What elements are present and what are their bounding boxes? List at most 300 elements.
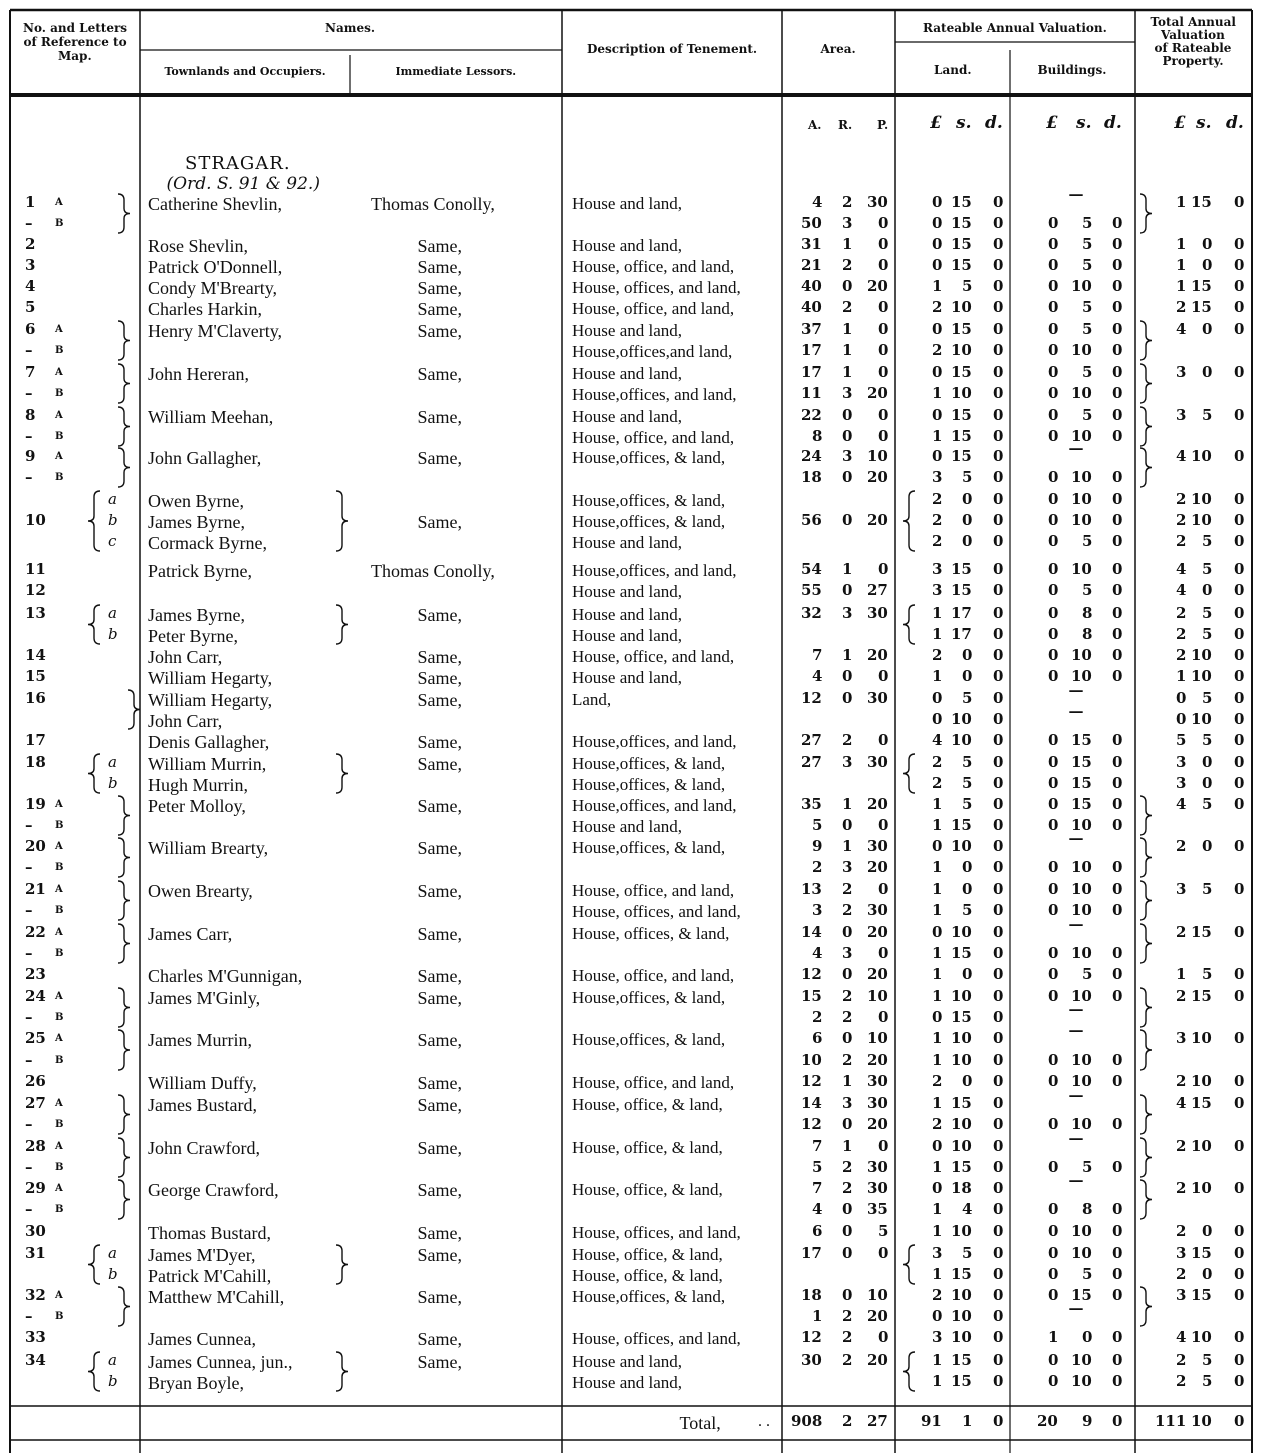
- ref-number: –: [25, 427, 33, 445]
- total-value: 10: [1191, 511, 1212, 529]
- land-value: 1: [932, 667, 943, 685]
- area-value: 7: [812, 1179, 823, 1197]
- total-value: 10: [1191, 667, 1212, 685]
- land-value: 0: [993, 1351, 1004, 1369]
- land-value: 0: [993, 753, 1004, 771]
- total-value: 0: [1234, 193, 1245, 211]
- area-value: 12: [801, 965, 822, 983]
- total-brace: [1140, 1095, 1152, 1134]
- area-value: 0: [842, 581, 853, 599]
- area-value: 10: [801, 1051, 822, 1069]
- ref-sub-letter: c: [108, 532, 117, 550]
- tenement-description: House and land,: [572, 407, 683, 426]
- header-buildings: Buildings.: [1037, 63, 1107, 77]
- lessor-name: Same,: [417, 321, 462, 341]
- land-value: 15: [951, 193, 972, 211]
- ref-number: 11: [25, 560, 46, 578]
- land-value: 17: [951, 604, 972, 622]
- area-value: 2: [842, 1051, 853, 1069]
- area-value: 0: [878, 731, 889, 749]
- area-value: 0: [842, 667, 853, 685]
- total-value: 2: [1176, 646, 1187, 664]
- tenement-description: House and land,: [572, 605, 683, 624]
- area-value: 56: [801, 511, 822, 529]
- ref-number: 33: [25, 1328, 46, 1346]
- land-value: 15: [951, 1372, 972, 1390]
- total-value: 2: [1176, 1372, 1187, 1390]
- unit-area: A.: [808, 118, 822, 132]
- area-value: 6: [812, 1222, 823, 1240]
- lessor-name: Same,: [417, 796, 462, 816]
- area-value: 14: [801, 923, 822, 941]
- lessor-name: Same,: [417, 1030, 462, 1050]
- land-value: 2: [932, 490, 943, 508]
- ref-sub-letter: b: [108, 1372, 118, 1390]
- ref-letter: A: [55, 799, 63, 810]
- land-value: 0: [932, 363, 943, 381]
- occupier-brace: [118, 448, 130, 487]
- buildings-value: 10: [1071, 816, 1092, 834]
- ref-letter: B: [55, 1204, 64, 1215]
- buildings-value: 0: [1048, 468, 1059, 486]
- land-value: 0: [993, 1072, 1004, 1090]
- occupier-brace: [118, 1138, 130, 1177]
- land-value: 0: [993, 667, 1004, 685]
- buildings-value: 0: [1112, 1372, 1123, 1390]
- unit-area: R.: [838, 118, 853, 132]
- total-value: 0: [1202, 320, 1213, 338]
- buildings-value: 0: [1112, 532, 1123, 550]
- total-value: 2: [1176, 511, 1187, 529]
- land-value: 15: [951, 320, 972, 338]
- area-value: 2: [842, 298, 853, 316]
- tenement-description: House and land,: [572, 1373, 683, 1392]
- occupier-name: Peter Byrne,: [148, 626, 238, 646]
- tenement-description: House, office, and land,: [572, 428, 735, 447]
- total-value: 0: [1202, 774, 1213, 792]
- buildings-value: 0: [1048, 774, 1059, 792]
- buildings-value: 8: [1082, 604, 1093, 622]
- buildings-value: 0: [1112, 1115, 1123, 1133]
- buildings-value: 0: [1112, 341, 1123, 359]
- buildings-value: 10: [1071, 490, 1092, 508]
- ref-number: 5: [25, 298, 36, 316]
- land-value: 1: [932, 965, 943, 983]
- buildings-value: 8: [1082, 625, 1093, 643]
- area-value: 0: [878, 256, 889, 274]
- total-value: 1: [1176, 965, 1187, 983]
- ref-number: 7: [25, 363, 36, 381]
- total-value: 2: [1176, 837, 1187, 855]
- area-value: 0: [878, 363, 889, 381]
- buildings-value: 0: [1048, 427, 1059, 445]
- total-value: 2: [1176, 604, 1187, 622]
- name-brace: [336, 605, 348, 644]
- ref-number: –: [25, 858, 33, 876]
- land-value: 0: [993, 689, 1004, 707]
- sub-brace: [88, 754, 100, 793]
- land-brace: [903, 1245, 915, 1284]
- ref-number: 20: [25, 837, 46, 855]
- ref-sub-letter: a: [108, 1351, 117, 1369]
- land-value: 1: [932, 1094, 943, 1112]
- land-value: 5: [962, 277, 973, 295]
- tenement-description: House, office, and land,: [572, 647, 735, 666]
- total-value: 3: [1176, 1029, 1187, 1047]
- buildings-value: 0: [1048, 363, 1059, 381]
- tenement-description: House and land,: [572, 194, 683, 213]
- land-brace: [903, 1352, 915, 1391]
- buildings-value: 0: [1112, 214, 1123, 232]
- area-value: 0: [878, 235, 889, 253]
- total-value: 0: [1234, 406, 1245, 424]
- buildings-value: 10: [1071, 1351, 1092, 1369]
- buildings-value: 0: [1112, 1200, 1123, 1218]
- land-value: 2: [932, 774, 943, 792]
- land-value: 0: [993, 1158, 1004, 1176]
- land-value: 15: [951, 214, 972, 232]
- buildings-dash: —: [1068, 1086, 1084, 1104]
- buildings-value: 0: [1112, 795, 1123, 813]
- buildings-value: 0: [1112, 384, 1123, 402]
- land-value: 1: [932, 880, 943, 898]
- land-value: 10: [951, 1222, 972, 1240]
- total-value: 1: [1176, 193, 1187, 211]
- land-value: 0: [993, 384, 1004, 402]
- total-value: 0: [1202, 256, 1213, 274]
- land-value: 0: [993, 1008, 1004, 1026]
- buildings-value: 10: [1071, 427, 1092, 445]
- townland-ordnance: (Ord. S. 91 & 92.): [166, 174, 320, 194]
- ref-letter: B: [55, 431, 64, 442]
- area-value: 1: [842, 363, 853, 381]
- ref-letter: A: [55, 197, 63, 208]
- tenement-description: House,offices, & land,: [572, 491, 726, 510]
- total-value: 3: [1176, 1244, 1187, 1262]
- occupier-name: Patrick M'Cahill,: [148, 1266, 272, 1286]
- ref-number: –: [25, 1008, 33, 1026]
- ref-letter: B: [55, 345, 64, 356]
- buildings-value: 0: [1048, 987, 1059, 1005]
- lessor-name: Same,: [417, 299, 462, 319]
- area-value: 1: [842, 646, 853, 664]
- buildings-value: 0: [1048, 581, 1059, 599]
- area-value: 20: [867, 384, 888, 402]
- ref-letter: A: [55, 367, 63, 378]
- land-value: 5: [962, 901, 973, 919]
- ref-letter: A: [55, 1183, 63, 1194]
- buildings-value: 8: [1082, 1200, 1093, 1218]
- land-value: 3: [932, 560, 943, 578]
- land-value: 15: [951, 256, 972, 274]
- total-value: 15: [1191, 193, 1212, 211]
- total-leader: . .: [758, 1413, 770, 1430]
- buildings-value: 0: [1048, 1286, 1059, 1304]
- lessor-name: Same,: [417, 364, 462, 384]
- land-value: 0: [962, 667, 973, 685]
- land-value: 1: [932, 1200, 943, 1218]
- buildings-dash: —: [1068, 1021, 1084, 1039]
- header-total-line: Property.: [1162, 54, 1224, 68]
- total-value: 5: [1202, 880, 1213, 898]
- ref-letter: B: [55, 1119, 64, 1130]
- occupier-brace: [118, 194, 130, 233]
- area-value: 0: [842, 1286, 853, 1304]
- grand-total-value: 10: [1191, 1412, 1212, 1430]
- land-value: 1: [932, 858, 943, 876]
- unit-money: s.: [1076, 113, 1092, 133]
- area-value: 30: [867, 1158, 888, 1176]
- buildings-value: 0: [1048, 1158, 1059, 1176]
- occupier-name: William Hegarty,: [148, 690, 273, 710]
- buildings-value: 0: [1112, 1051, 1123, 1069]
- area-value: 4: [812, 1200, 823, 1218]
- buildings-value: 0: [1112, 1328, 1123, 1346]
- ref-number: –: [25, 944, 33, 962]
- buildings-value: 0: [1112, 625, 1123, 643]
- buildings-value: 0: [1048, 490, 1059, 508]
- area-value: 0: [878, 298, 889, 316]
- area-value: 18: [801, 1286, 822, 1304]
- total-value: 2: [1176, 1265, 1187, 1283]
- land-value: 0: [993, 427, 1004, 445]
- land-value: 5: [962, 689, 973, 707]
- total-value: 0: [1234, 511, 1245, 529]
- land-value: 0: [932, 923, 943, 941]
- area-value: 22: [801, 406, 822, 424]
- area-value: 0: [878, 1328, 889, 1346]
- ref-number: –: [25, 214, 33, 232]
- land-value: 15: [951, 1094, 972, 1112]
- header-lessors: Immediate Lessors.: [395, 65, 517, 78]
- total-brace: [1140, 988, 1152, 1027]
- land-value: 2: [932, 753, 943, 771]
- total-value: 0: [1202, 235, 1213, 253]
- buildings-value: 0: [1048, 1244, 1059, 1262]
- buildings-value: 10: [1071, 667, 1092, 685]
- land-value: 0: [993, 1051, 1004, 1069]
- buildings-value: 0: [1112, 427, 1123, 445]
- ref-number: –: [25, 384, 33, 402]
- ref-number: 30: [25, 1222, 46, 1240]
- land-value: 1: [932, 1351, 943, 1369]
- name-brace: [336, 491, 348, 551]
- buildings-value: 0: [1048, 560, 1059, 578]
- total-brace: [1140, 796, 1152, 835]
- buildings-value: 0: [1048, 1372, 1059, 1390]
- total-value: 0: [1234, 560, 1245, 578]
- ref-number: –: [25, 468, 33, 486]
- land-value: 5: [962, 753, 973, 771]
- total-value: 0: [1202, 1222, 1213, 1240]
- area-value: 30: [867, 1072, 888, 1090]
- area-value: 3: [842, 214, 853, 232]
- buildings-value: 10: [1071, 1051, 1092, 1069]
- total-area-value: 27: [867, 1412, 888, 1430]
- land-value: 10: [951, 341, 972, 359]
- total-land-value: 1: [962, 1412, 973, 1430]
- lessor-name: Same,: [417, 1180, 462, 1200]
- ref-number: –: [25, 1158, 33, 1176]
- area-value: 14: [801, 1094, 822, 1112]
- lessor-name: Same,: [417, 257, 462, 277]
- area-value: 2: [842, 731, 853, 749]
- area-value: 0: [842, 923, 853, 941]
- tenement-description: House and land,: [572, 236, 683, 255]
- buildings-value: 5: [1082, 320, 1093, 338]
- area-value: 18: [801, 468, 822, 486]
- buildings-value: 0: [1112, 468, 1123, 486]
- land-value: 0: [993, 1265, 1004, 1283]
- occupier-name: James Cunnea, jun.,: [148, 1352, 293, 1372]
- ref-number: –: [25, 1307, 33, 1325]
- land-value: 0: [993, 1179, 1004, 1197]
- total-brace: [1140, 1180, 1152, 1219]
- area-value: 37: [801, 320, 822, 338]
- land-value: 1: [932, 277, 943, 295]
- buildings-value: 5: [1082, 581, 1093, 599]
- area-value: 30: [867, 1094, 888, 1112]
- buildings-value: 0: [1112, 604, 1123, 622]
- buildings-value: 10: [1071, 1115, 1092, 1133]
- ref-sub-letter: b: [108, 625, 118, 643]
- buildings-value: 10: [1071, 1072, 1092, 1090]
- area-value: 0: [878, 320, 889, 338]
- ref-number: 10: [25, 511, 46, 529]
- tenement-description: House,offices, & land,: [572, 512, 726, 531]
- land-value: 5: [962, 1244, 973, 1262]
- buildings-dash: —: [1068, 1171, 1084, 1189]
- buildings-value: 0: [1112, 753, 1123, 771]
- total-buildings-value: 9: [1082, 1412, 1093, 1430]
- area-value: 4: [812, 667, 823, 685]
- lessor-name: Same,: [417, 1223, 462, 1243]
- ref-number: 17: [25, 731, 46, 749]
- land-value: 1: [932, 1372, 943, 1390]
- land-value: 10: [951, 1137, 972, 1155]
- land-value: 0: [993, 1094, 1004, 1112]
- land-value: 0: [993, 214, 1004, 232]
- total-value: 2: [1176, 490, 1187, 508]
- area-value: 9: [812, 837, 823, 855]
- total-value: 0: [1234, 987, 1245, 1005]
- area-value: 20: [867, 1115, 888, 1133]
- total-value: 0: [1234, 837, 1245, 855]
- land-value: 2: [932, 646, 943, 664]
- occupier-name: Patrick O'Donnell,: [148, 257, 283, 277]
- buildings-value: 0: [1112, 363, 1123, 381]
- tenement-description: House and land,: [572, 626, 683, 645]
- total-value: 15: [1191, 1286, 1212, 1304]
- area-value: 0: [878, 880, 889, 898]
- total-value: 0: [1234, 532, 1245, 550]
- land-value: 0: [962, 511, 973, 529]
- occupier-brace: [118, 796, 130, 835]
- ref-number: 18: [25, 753, 46, 771]
- buildings-value: 15: [1071, 731, 1092, 749]
- total-value: 3: [1176, 774, 1187, 792]
- area-value: 0: [842, 965, 853, 983]
- total-land-value: 91: [921, 1412, 942, 1430]
- buildings-value: 0: [1112, 490, 1123, 508]
- total-value: 3: [1176, 880, 1187, 898]
- occupier-name: John Gallagher,: [148, 448, 262, 468]
- total-value: 3: [1176, 1286, 1187, 1304]
- buildings-value: 5: [1082, 363, 1093, 381]
- land-value: 0: [993, 363, 1004, 381]
- buildings-value: 10: [1071, 341, 1092, 359]
- land-value: 10: [951, 1115, 972, 1133]
- occupier-name: Condy M'Brearty,: [148, 278, 278, 298]
- area-value: 0: [878, 214, 889, 232]
- total-value: 0: [1234, 1328, 1245, 1346]
- ref-letter: A: [55, 324, 63, 335]
- ref-number: 16: [25, 689, 46, 707]
- land-value: 0: [993, 490, 1004, 508]
- total-value: 10: [1191, 447, 1212, 465]
- total-value: 2: [1176, 625, 1187, 643]
- land-value: 0: [993, 646, 1004, 664]
- occupier-name: Matthew M'Cahill,: [148, 1287, 285, 1307]
- area-value: 20: [867, 511, 888, 529]
- occupier-name: John Hereran,: [148, 364, 249, 384]
- tenement-description: House, office, & land,: [572, 1266, 723, 1285]
- land-value: 2: [932, 298, 943, 316]
- land-value: 2: [932, 511, 943, 529]
- buildings-dash: —: [1068, 702, 1084, 720]
- land-value: 0: [993, 1222, 1004, 1240]
- tenement-description: House, offices, and land,: [572, 1329, 741, 1348]
- tenement-description: House and land,: [572, 582, 683, 601]
- ref-number: 15: [25, 667, 46, 685]
- area-value: 30: [867, 193, 888, 211]
- land-value: 0: [993, 710, 1004, 728]
- total-value: 0: [1234, 667, 1245, 685]
- ref-letter: A: [55, 841, 63, 852]
- land-value: 0: [993, 298, 1004, 316]
- total-value: 0: [1234, 1244, 1245, 1262]
- total-value: 0: [1234, 1286, 1245, 1304]
- land-value: 1: [932, 816, 943, 834]
- buildings-value: 0: [1112, 858, 1123, 876]
- area-value: 12: [801, 689, 822, 707]
- area-value: 0: [842, 1029, 853, 1047]
- total-value: 0: [1202, 581, 1213, 599]
- area-value: 0: [878, 1137, 889, 1155]
- total-value: 2: [1176, 298, 1187, 316]
- area-value: 0: [842, 816, 853, 834]
- total-value: 5: [1202, 532, 1213, 550]
- occupier-name: James Cunnea,: [148, 1329, 256, 1349]
- area-value: 2: [842, 1351, 853, 1369]
- grand-total-value: 0: [1234, 1412, 1245, 1430]
- ref-sub-letter: a: [108, 1244, 117, 1262]
- buildings-value: 5: [1082, 1158, 1093, 1176]
- total-buildings-value: 20: [1037, 1412, 1058, 1430]
- land-value: 10: [951, 1051, 972, 1069]
- area-value: 55: [801, 581, 822, 599]
- header-land: Land.: [934, 63, 972, 77]
- buildings-value: 0: [1048, 532, 1059, 550]
- total-value: 3: [1176, 753, 1187, 771]
- buildings-value: 0: [1048, 235, 1059, 253]
- ref-letter: A: [55, 1141, 63, 1152]
- area-value: 3: [842, 447, 853, 465]
- lessor-name: Same,: [417, 881, 462, 901]
- area-value: 1: [842, 795, 853, 813]
- tenement-description: House,offices, and land,: [572, 561, 737, 580]
- tenement-description: House and land,: [572, 533, 683, 552]
